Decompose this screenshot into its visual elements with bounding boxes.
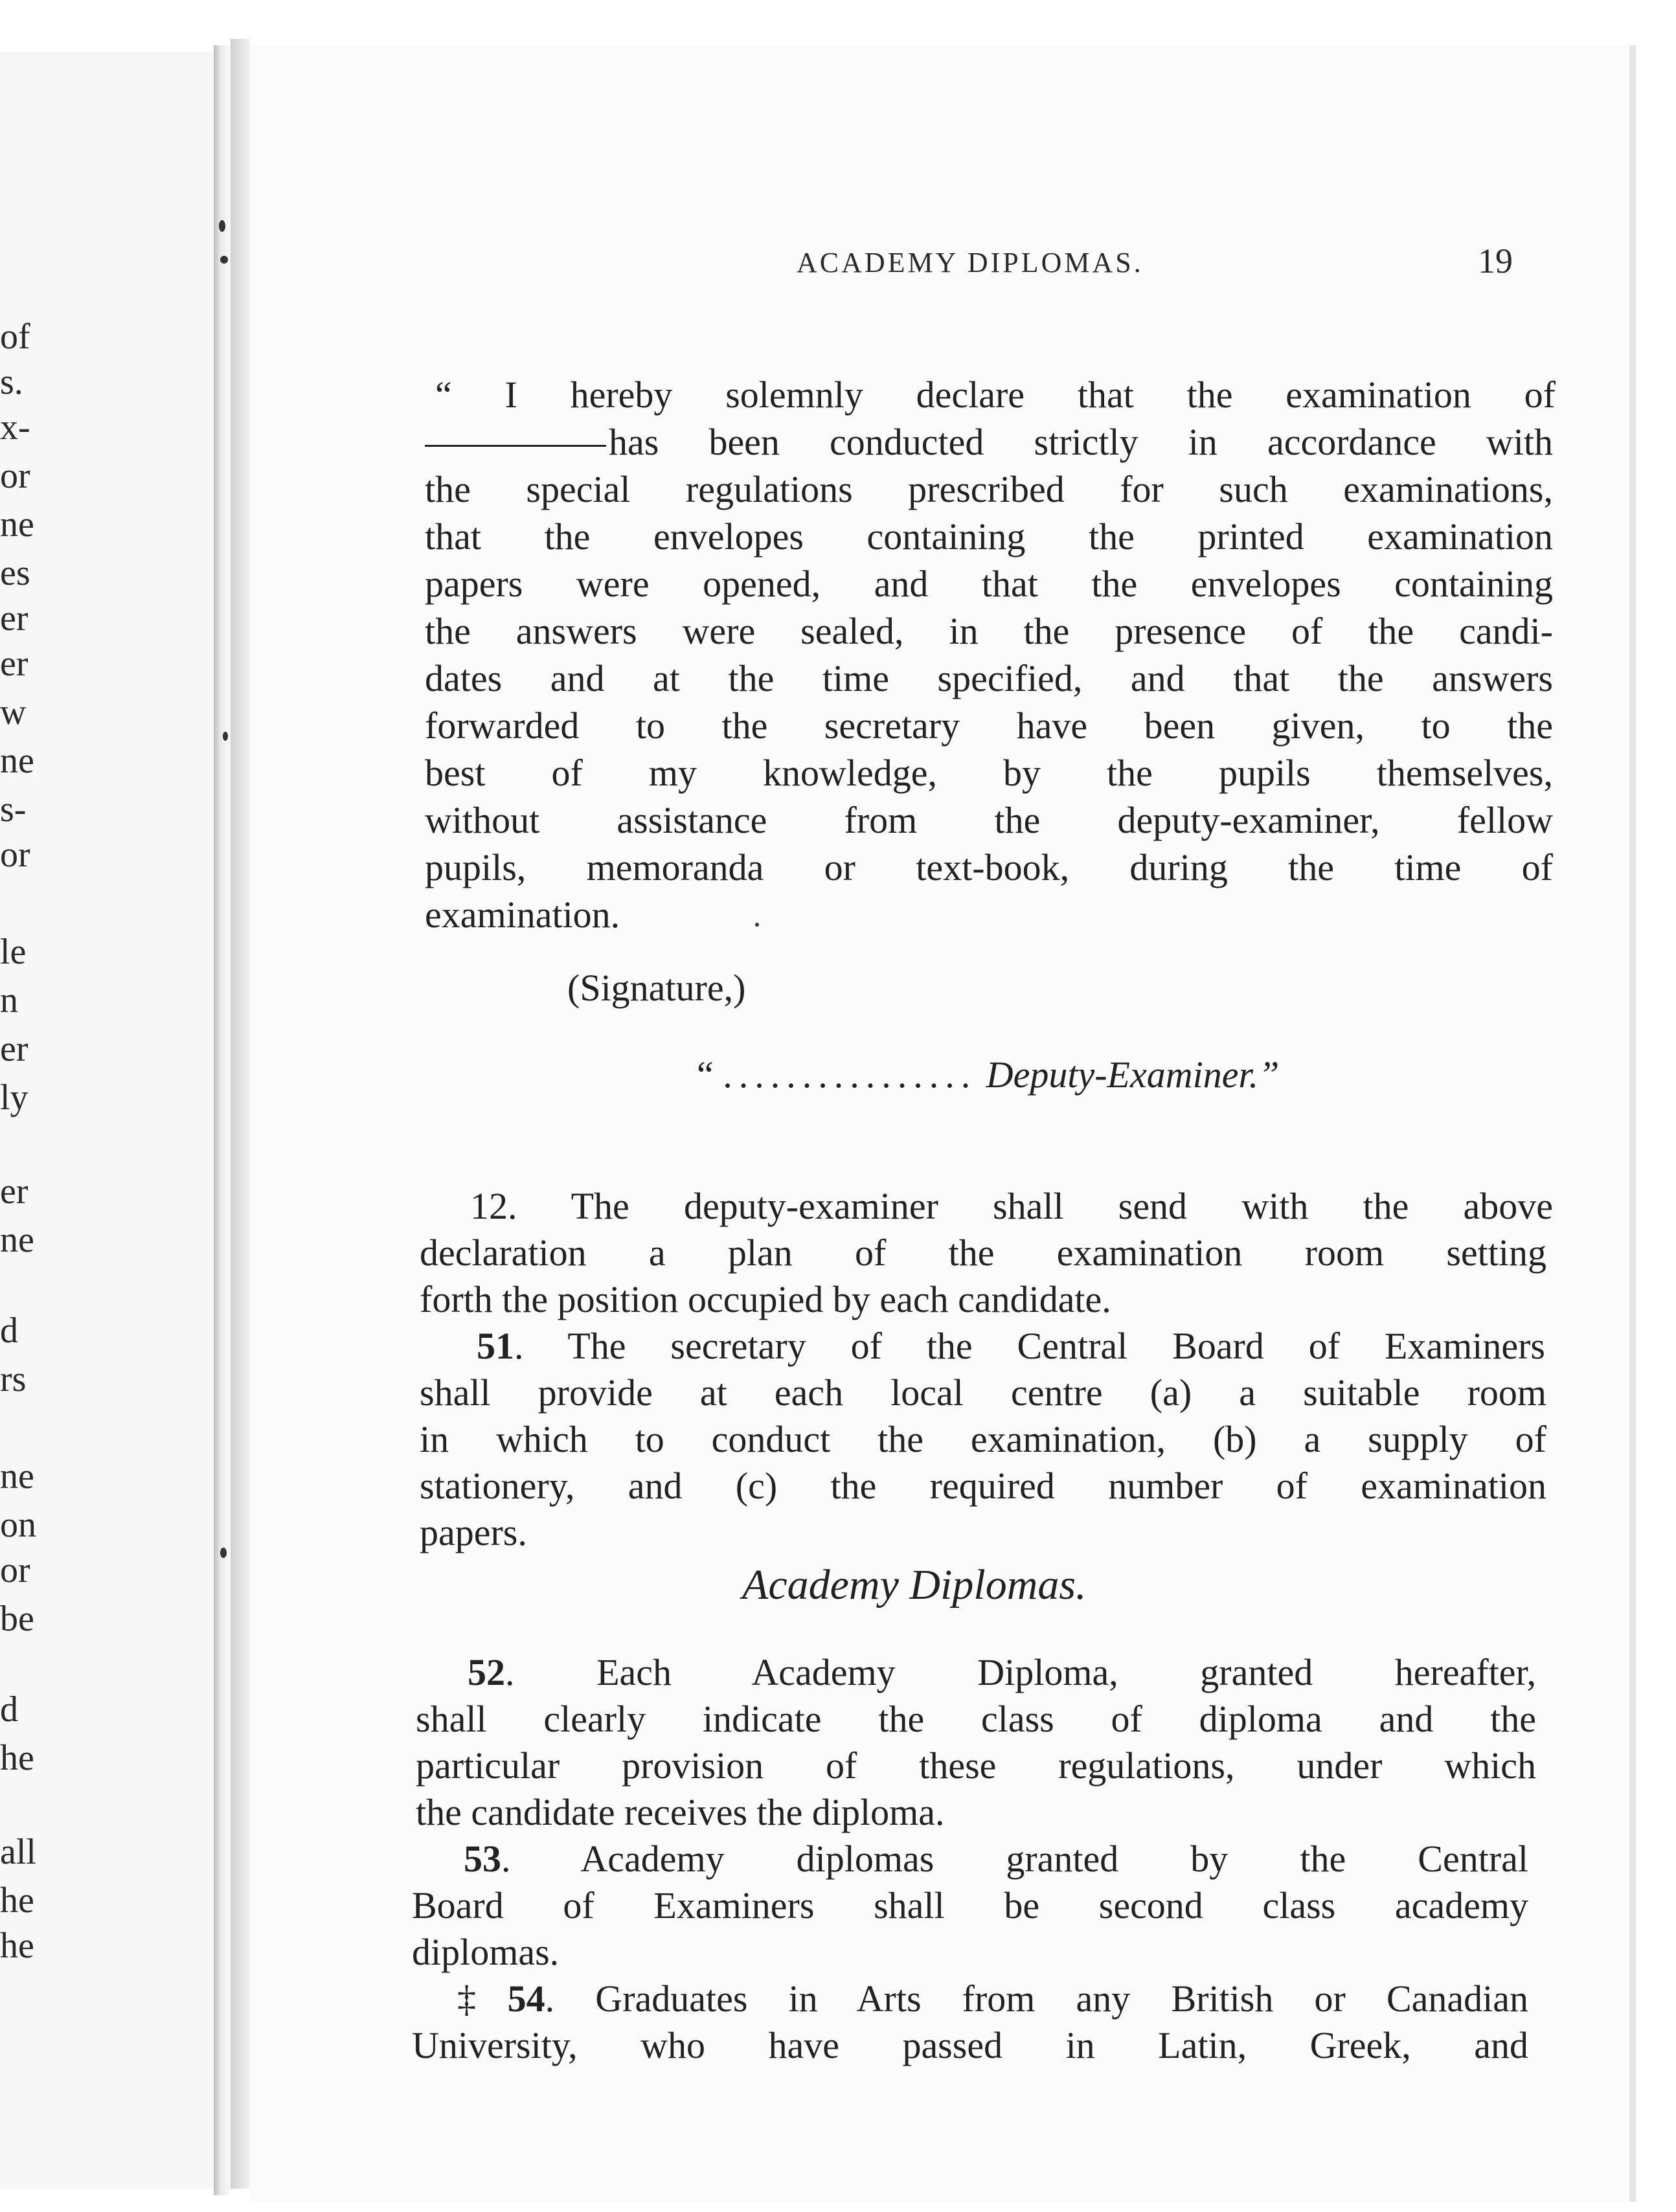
- left-fragment: he: [0, 1926, 34, 1965]
- left-fragment: s.: [0, 363, 23, 401]
- left-fragment: ne: [0, 505, 34, 544]
- left-page-text-fragments: [0, 0, 214, 2212]
- declaration-line: examination.: [425, 894, 620, 936]
- left-fragment: or: [0, 457, 30, 495]
- declaration-line: that the envelopes containing the printed examination: [425, 515, 1553, 558]
- left-fragment: d: [0, 1690, 18, 1729]
- declaration-line: the answers were sealed, in the presence of the candi-: [425, 610, 1553, 652]
- declaration-line: papers were opened, and that the envelopes containing: [425, 563, 1553, 605]
- signature-title: Deputy-Examiner.”: [986, 1054, 1280, 1096]
- double-dagger-mark: ‡: [457, 1978, 508, 2020]
- section-number: 54: [507, 1978, 545, 2020]
- section-number: 52: [468, 1651, 505, 1693]
- section-51-line: in which to conduct the examination, (b) a supply of: [420, 1418, 1546, 1460]
- section-heading: Academy Diplomas.: [742, 1561, 1087, 1608]
- left-fragment: w: [0, 693, 27, 732]
- section-53-line: Board of Examiners shall be second class academy: [412, 1884, 1528, 1926]
- section-51-line: [477, 1324, 1545, 1369]
- scan-speck: [755, 923, 759, 927]
- scan-speck: [219, 220, 225, 232]
- scan-speck: [220, 1548, 227, 1558]
- left-fragment: er: [0, 599, 28, 638]
- left-fragment: he: [0, 1739, 34, 1778]
- section-53-line: [464, 1836, 1528, 1882]
- section-51-line: stationery, and (c) the required number of examination: [420, 1465, 1546, 1507]
- left-fragment: of: [0, 317, 30, 356]
- left-fragment: he: [0, 1881, 34, 1920]
- left-page-edge: [214, 45, 231, 2195]
- left-fragment: all: [0, 1833, 36, 1871]
- section-number: 51: [477, 1325, 514, 1367]
- left-fragment: er: [0, 1030, 28, 1068]
- section-52-text: . Each Academy Diploma, granted hereafter,: [505, 1651, 1536, 1693]
- main-page: [250, 45, 1636, 2202]
- left-fragment: or: [0, 835, 30, 874]
- signature-line: [697, 1053, 1279, 1096]
- left-fragment: s-: [0, 790, 27, 829]
- signature-label: (Signature,): [567, 967, 746, 1009]
- left-fragment: er: [0, 644, 28, 683]
- declaration-line: forwarded to the secretary have been given, to the: [425, 705, 1553, 747]
- left-fragment: d: [0, 1311, 18, 1350]
- blank-line: [425, 445, 606, 447]
- declaration-line: “ I hereby solemnly declare that the examination of: [435, 374, 1556, 416]
- section-52-line: [468, 1650, 1536, 1695]
- left-fragment: ly: [0, 1078, 28, 1117]
- left-fragment: be: [0, 1599, 34, 1638]
- signature-dots: ................: [723, 1054, 977, 1096]
- section-number: 53: [464, 1838, 501, 1880]
- declaration-line: without assistance from the deputy-examiner, fellow: [425, 799, 1553, 841]
- section-12-line: declaration a plan of the examination room setting: [420, 1232, 1546, 1274]
- running-head: ACADEMY DIPLOMAS.: [797, 247, 1144, 278]
- left-fragment: n: [0, 981, 18, 1020]
- left-fragment: x-: [0, 408, 30, 447]
- section-52-line: the candidate receives the diploma.: [416, 1791, 945, 1833]
- section-52-line: shall clearly indicate the class of diploma and the: [416, 1698, 1536, 1740]
- declaration-line: dates and at the time specified, and that the answers: [425, 657, 1553, 699]
- section-51-line: shall provide at each local centre (a) a suitable room: [420, 1371, 1546, 1414]
- section-12-line: forth the position occupied by each candidate.: [420, 1278, 1111, 1320]
- declaration-line: best of my knowledge, by the pupils themselves,: [425, 752, 1553, 794]
- page-number: 19: [1478, 242, 1513, 280]
- left-fragment: rs: [0, 1360, 27, 1399]
- section-54-text: . Graduates in Arts from any British or Canadian: [545, 1978, 1528, 2020]
- left-fragment: ne: [0, 741, 34, 780]
- left-fragment: es: [0, 554, 30, 592]
- left-fragment: le: [0, 932, 27, 971]
- left-fragment: ne: [0, 1221, 34, 1259]
- section-54-line: University, who have passed in Latin, Greek, and: [412, 2024, 1528, 2066]
- section-53-text: . Academy diplomas granted by the Central: [501, 1838, 1528, 1880]
- section-51-line: papers.: [420, 1511, 527, 1553]
- left-fragment: or: [0, 1551, 30, 1590]
- left-fragment: ne: [0, 1457, 34, 1496]
- left-fragment: er: [0, 1172, 28, 1211]
- section-12-line: 12. The deputy-examiner shall send with the above: [470, 1185, 1553, 1227]
- declaration-line: [425, 420, 1553, 465]
- book-gutter: [231, 39, 250, 2189]
- scan-speck: [223, 732, 228, 741]
- declaration-line-text: has been conducted strictly in accordance with: [609, 421, 1553, 463]
- section-51-text: . The secretary of the Central Board of Examiners: [514, 1325, 1545, 1367]
- scan-speck: [220, 256, 228, 264]
- signature-open-quote: “: [697, 1054, 714, 1096]
- section-53-line: diplomas.: [412, 1931, 560, 1973]
- left-fragment: on: [0, 1506, 36, 1544]
- section-54-line: [457, 1976, 1528, 2022]
- declaration-line: the special regulations prescribed for such examinations,: [425, 468, 1553, 510]
- section-52-line: particular provision of these regulations, under which: [416, 1744, 1536, 1787]
- declaration-line: pupils, memoranda or text-book, during the time of: [425, 846, 1553, 888]
